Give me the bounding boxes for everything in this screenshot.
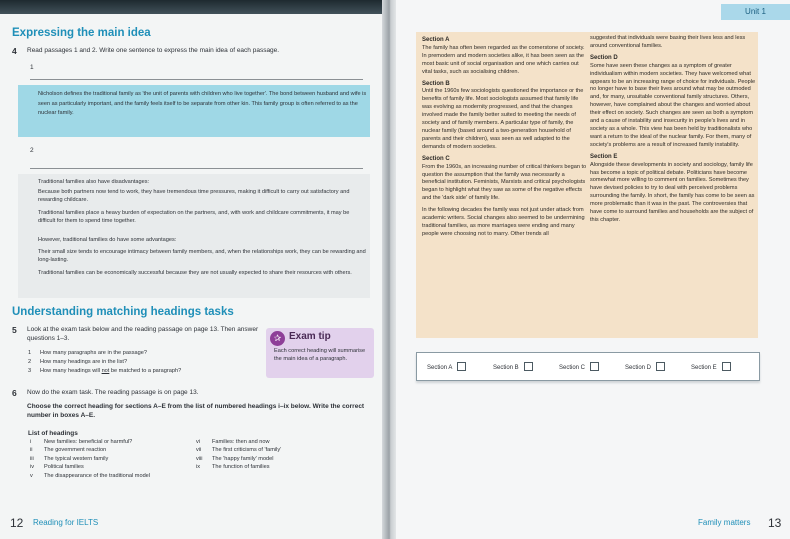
section-c-heading: Section C (422, 155, 450, 162)
passage-2-line: Traditional families also have disadvantages: (38, 179, 150, 185)
section-d-heading: Section D (590, 54, 618, 61)
heading-text: The typical western family (44, 455, 109, 462)
question-number-5: 5 (12, 325, 17, 335)
heading-text: New families: beneficial or harmful? (44, 439, 133, 445)
q5-item-text-part: be matched to a paragraph? (109, 368, 182, 374)
section-c-text: From the 1960s, an increasing number of critical thinkers began to question the assumption that the family was necessarily a beneficial institution. Feminists, Marxists and critical psychologists began to highlight what they saw as some of the negative effects and the 'dark side' of family life. (422, 163, 587, 202)
heading-text: The function of families (212, 464, 270, 471)
heading-numeral: ii (30, 447, 33, 454)
q5-item-number: 3 (28, 368, 32, 374)
exam-tip-body: Each correct heading will summarise the main idea of a paragraph. (274, 348, 366, 362)
right-page (396, 0, 790, 539)
passage-2-line: Traditional families can be economically successful because they are not usually expected to share their resources with others. (38, 270, 352, 276)
footer-title-right: Family matters (698, 518, 751, 527)
section-b-text: Until the 1960s few sociologists questioned the importance or the benefits of family life. Most sociologists assumed that family life was evolving as modernity progressed, and that the changes involved made the family better suited to meeting the needs of society and of family members. A particular type of family, the nuclear family (based around a two-generation household of parents and their children), was seen as well adapted to the demands of modern societies. (422, 88, 584, 150)
section-a-heading: Section A (422, 37, 450, 43)
heading-numeral: viii (196, 455, 203, 462)
heading-item (196, 463, 356, 471)
left-page (0, 0, 385, 539)
heading-numeral: vi (196, 439, 201, 445)
page-number-right: 13 (768, 516, 782, 530)
q5-item-number: 1 (28, 350, 32, 356)
heading-numeral: i (30, 439, 32, 445)
answer-checkbox-b[interactable] (524, 362, 533, 371)
answer-section-b (493, 362, 533, 372)
answer-section-a (427, 362, 466, 372)
heading-item (30, 446, 190, 454)
exam-tip-icon: ✰ (270, 331, 285, 346)
heading-numeral: ix (196, 464, 201, 471)
answer-boxes (416, 352, 760, 381)
top-band (0, 0, 385, 14)
q5-item-underlined: not (101, 368, 110, 374)
heading-item (196, 455, 356, 463)
answer-checkbox-e[interactable] (722, 362, 731, 371)
answer-checkbox-c[interactable] (590, 362, 599, 371)
heading-text: The 'happy family' model (212, 455, 274, 462)
answer-line-2[interactable] (30, 168, 363, 169)
heading-item (196, 446, 356, 454)
question-5-text: Look at the exam task below and the reading passage on page 13. Then answer questions 1–3. (27, 326, 259, 342)
unit-tab: Unit 1 (721, 4, 790, 20)
passage-2-line: Because both partners now tend to work, they have tremendous time pressures, making it difficult to carry out satisfactory and rewarding childcare. (38, 189, 350, 203)
passage-2-number: 2 (30, 147, 34, 154)
section-heading-matching: Understanding matching headings tasks (12, 306, 234, 318)
passage-column-1 (422, 35, 588, 243)
answer-label: Section C (559, 365, 586, 371)
answer-section-d (625, 362, 665, 372)
passage-1-box (18, 85, 370, 137)
answer-line-1[interactable] (30, 79, 363, 80)
answer-checkbox-d[interactable] (656, 362, 665, 371)
q5-item-text-part: How many headings will (40, 368, 102, 374)
passage-1-number: 1 (30, 64, 34, 71)
section-d-text: Some have seen these changes as a symptom of greater individualism within modern societies. They have welcomed what appears to be an increasing range of choice for individuals. People no longer have to base their lives around what may be outmoded and, for many, unsuitable conventional family structures. Others, however, have complained about the changes and worried about their effect on society. Such changes are seen as both a symptom and a cause of instability and insecurity in people's lives and in society as a whole. This view has been held by traditionalists who want a return to the ideal of the nuclear family. For them, many of society's problems are a result of increased family instability. (590, 62, 756, 148)
list-of-headings-title: List of headings (28, 430, 78, 437)
question-number-4: 4 (12, 46, 17, 56)
passage-column-2 (590, 35, 756, 229)
q5-item-text: How many paragraphs are in the passage? (40, 350, 147, 356)
heading-item (30, 455, 190, 463)
heading-text: The disappearance of the traditional model (44, 472, 151, 479)
answer-label: Section A (427, 365, 453, 371)
question-6-instruction: Choose the correct heading for sections A–E from the list of numbered headings i–ix below. Write the correct number in boxes A–E. (27, 403, 365, 419)
footer-title-left: Reading for IELTS (33, 518, 99, 527)
passage-2-line: However, traditional families do have some advantages: (38, 237, 177, 243)
answer-section-e (691, 362, 731, 372)
heading-numeral: v (30, 472, 33, 479)
reading-passage (416, 32, 758, 338)
exam-tip-title: Exam tip (289, 331, 331, 342)
section-e-text: Alongside these developments in society and sociology, family life has become a topic of political debate. Politicians have become somewhat more willing to comment on families. Sometimes they have devised policies to try to deal with perceived problems surrounding the family. In short, the family has come to be seen as more problematic than it was in the past. The controversies that have come to surround families and households are the subject of this chapter. (590, 161, 755, 223)
q5-item-text: How many headings are in the list? (40, 359, 128, 365)
heading-text: The government reaction (44, 447, 107, 454)
section-c-text: In the following decades the family was not just under attack from academic writers. Social changes also seemed to be undermining traditional families, as more marriages were ending and many people were choosing not to marry. Other trends all (422, 207, 585, 237)
passage-2-line: Their small size tends to encourage intimacy between family members, and, when the relationships work, they can be rewarding and long-lasting. (38, 249, 366, 263)
question-4-text: Read passages 1 and 2. Write one sentence to express the main idea of each passage. (27, 47, 280, 54)
q5-item-number: 2 (28, 359, 32, 365)
answer-label: Section D (625, 365, 652, 371)
passage-2-box (18, 174, 370, 298)
question-number-6: 6 (12, 388, 17, 398)
passage-2-line: Traditional families place a heavy burden of expectation on the partners, and, with work and childcare commitments, it may be difficult for them to spend time together. (38, 210, 350, 224)
section-b-heading: Section B (422, 80, 450, 87)
section-heading-main-idea: Expressing the main idea (12, 27, 151, 39)
heading-numeral: iv (30, 464, 35, 471)
answer-checkbox-a[interactable] (457, 362, 466, 371)
answer-section-c (559, 362, 599, 372)
heading-text: The first criticisms of 'family' (212, 447, 282, 454)
heading-item (30, 438, 190, 446)
section-c-continued-text: suggested that individuals were basing their lives less and less around conventional families. (590, 35, 746, 49)
headings-list-right (196, 438, 356, 472)
page-number-left: 12 (10, 516, 24, 530)
headings-list-left (30, 438, 190, 480)
answer-label: Section E (691, 365, 717, 371)
section-a-text: The family has often been regarded as the cornerstone of society. In premodern and modern societies alike, it has been seen as the most basic unit of social organisation and one which carries out vital tasks, such as socialising children. (422, 44, 585, 75)
question-6-text: Now do the exam task. The reading passage is on page 13. (27, 389, 199, 396)
heading-item (196, 438, 356, 446)
q5-item-text (40, 367, 260, 375)
heading-numeral: vii (196, 447, 202, 454)
answer-label: Section B (493, 365, 519, 371)
heading-numeral: iii (30, 455, 34, 462)
heading-item (30, 463, 190, 471)
exam-tip-box (266, 328, 374, 378)
heading-item (30, 472, 190, 480)
heading-text: Families: then and now (212, 439, 270, 445)
passage-1-text: Nicholson defines the traditional family as 'the unit of parents with children who live together'. The bond between husband and wife is seen as particularly important, and the family feels itself to be separate from other kin. This family group is often referred to as the nuclear family. (38, 91, 367, 117)
section-e-heading: Section E (590, 153, 618, 160)
heading-text: Political families (44, 464, 84, 471)
